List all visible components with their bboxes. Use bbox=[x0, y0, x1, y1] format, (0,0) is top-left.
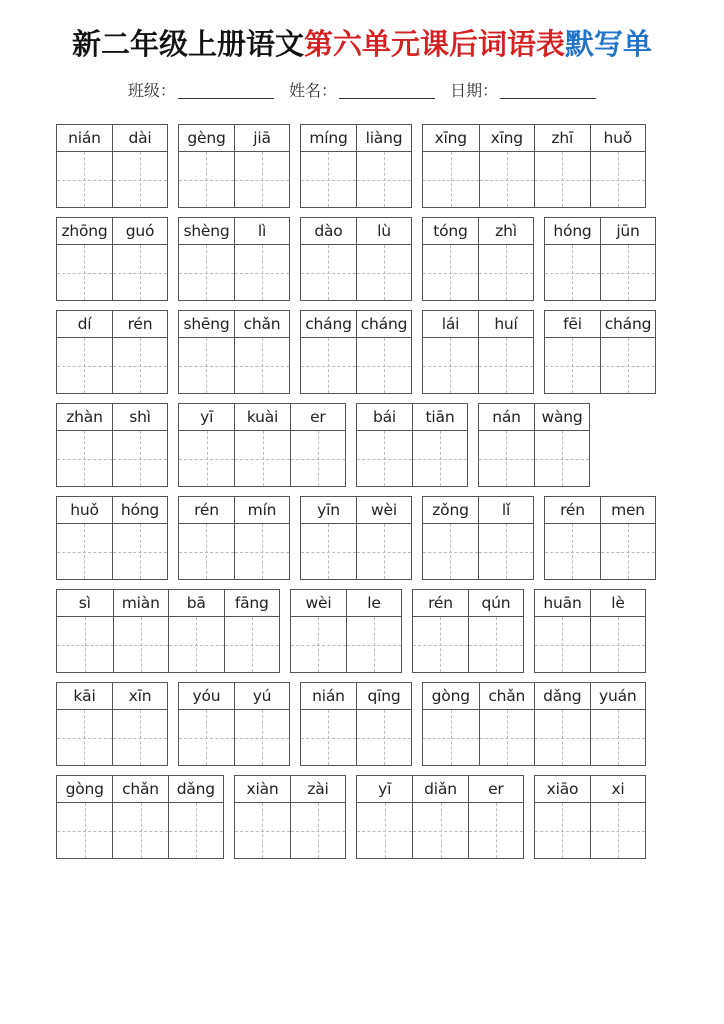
character-cell bbox=[179, 404, 234, 486]
character-cell bbox=[356, 497, 411, 579]
character-cell bbox=[168, 590, 224, 672]
date-label: 日期： bbox=[450, 81, 499, 100]
character-cell bbox=[423, 683, 479, 765]
character-cell bbox=[57, 311, 112, 393]
student-info bbox=[0, 78, 724, 101]
word-box bbox=[290, 589, 402, 673]
pinyin-label: xīng bbox=[423, 125, 479, 152]
character-cell bbox=[179, 683, 234, 765]
date-blank[interactable] bbox=[500, 84, 596, 99]
writing-square[interactable] bbox=[113, 524, 167, 579]
pinyin-label: diǎn bbox=[413, 776, 467, 803]
character-cell bbox=[590, 776, 645, 858]
pinyin-label: kāi bbox=[57, 683, 112, 710]
character-cell bbox=[301, 218, 356, 300]
writing-square[interactable] bbox=[479, 338, 533, 393]
writing-square[interactable] bbox=[301, 524, 356, 579]
writing-square[interactable] bbox=[357, 152, 411, 207]
writing-square[interactable] bbox=[479, 431, 534, 486]
pinyin-label: dài bbox=[113, 125, 167, 152]
character-cell bbox=[234, 311, 289, 393]
class-field bbox=[128, 78, 274, 101]
writing-square[interactable] bbox=[357, 338, 411, 393]
writing-square[interactable] bbox=[57, 245, 112, 300]
pinyin-label: lǐ bbox=[479, 497, 533, 524]
pinyin-label: huí bbox=[479, 311, 533, 338]
writing-square[interactable] bbox=[413, 431, 467, 486]
word-box bbox=[534, 775, 646, 859]
pinyin-label: wèi bbox=[357, 497, 411, 524]
pinyin-label: men bbox=[601, 497, 655, 524]
character-cell bbox=[478, 497, 533, 579]
word-box bbox=[422, 217, 534, 301]
pinyin-label: zhì bbox=[479, 218, 533, 245]
writing-square[interactable] bbox=[225, 617, 280, 672]
writing-square[interactable] bbox=[235, 803, 290, 858]
character-cell bbox=[478, 311, 533, 393]
character-cell bbox=[224, 590, 280, 672]
word-box bbox=[56, 403, 168, 487]
character-cell bbox=[545, 218, 600, 300]
pinyin-label: nián bbox=[57, 125, 112, 152]
pinyin-label: rén bbox=[545, 497, 600, 524]
writing-square[interactable] bbox=[301, 710, 356, 765]
writing-square[interactable] bbox=[57, 431, 112, 486]
character-cell bbox=[301, 311, 356, 393]
writing-square[interactable] bbox=[301, 245, 356, 300]
writing-square[interactable] bbox=[291, 617, 346, 672]
writing-square[interactable] bbox=[235, 524, 289, 579]
character-cell bbox=[235, 776, 290, 858]
word-box bbox=[412, 589, 524, 673]
character-cell bbox=[534, 404, 589, 486]
word-box bbox=[356, 775, 524, 859]
writing-square[interactable] bbox=[235, 152, 289, 207]
character-cell bbox=[57, 404, 112, 486]
pinyin-label: zhōng bbox=[57, 218, 112, 245]
word-box bbox=[178, 124, 290, 208]
character-cell bbox=[301, 125, 356, 207]
writing-square[interactable] bbox=[591, 152, 646, 207]
writing-square[interactable] bbox=[179, 710, 234, 765]
pinyin-label: lè bbox=[591, 590, 645, 617]
pinyin-label: xiāo bbox=[535, 776, 590, 803]
writing-square[interactable] bbox=[357, 245, 411, 300]
pinyin-label: cháng bbox=[601, 311, 655, 338]
writing-square[interactable] bbox=[480, 710, 535, 765]
character-cell bbox=[590, 125, 646, 207]
character-cell bbox=[346, 590, 401, 672]
writing-square[interactable] bbox=[535, 710, 590, 765]
character-cell bbox=[57, 683, 112, 765]
writing-square[interactable] bbox=[179, 245, 234, 300]
character-cell bbox=[234, 125, 289, 207]
character-cell bbox=[600, 311, 655, 393]
pinyin-label: huǒ bbox=[57, 497, 112, 524]
pinyin-label: huān bbox=[535, 590, 590, 617]
writing-square[interactable] bbox=[423, 338, 478, 393]
pinyin-label: chǎn bbox=[235, 311, 289, 338]
writing-square[interactable] bbox=[235, 431, 289, 486]
character-cell bbox=[534, 125, 590, 207]
pinyin-label: zhī bbox=[535, 125, 590, 152]
character-cell bbox=[479, 125, 535, 207]
pinyin-label: gòng bbox=[423, 683, 479, 710]
writing-square[interactable] bbox=[357, 710, 411, 765]
character-cell bbox=[57, 125, 112, 207]
writing-square[interactable] bbox=[423, 524, 478, 579]
character-cell bbox=[545, 497, 600, 579]
word-box bbox=[234, 775, 346, 859]
character-cell bbox=[545, 311, 600, 393]
character-cell bbox=[468, 590, 523, 672]
pinyin-label: gèng bbox=[179, 125, 234, 152]
pinyin-label: chǎn bbox=[113, 776, 167, 803]
writing-square[interactable] bbox=[235, 338, 289, 393]
word-box bbox=[544, 310, 656, 394]
writing-square[interactable] bbox=[57, 803, 112, 858]
writing-square[interactable] bbox=[113, 710, 167, 765]
writing-square[interactable] bbox=[169, 803, 223, 858]
character-cell bbox=[534, 683, 590, 765]
writing-square[interactable] bbox=[113, 245, 167, 300]
pinyin-label: lái bbox=[423, 311, 478, 338]
writing-square[interactable] bbox=[469, 617, 523, 672]
word-box bbox=[422, 682, 646, 766]
pinyin-label: chǎn bbox=[480, 683, 535, 710]
character-cell bbox=[112, 683, 167, 765]
character-cell bbox=[291, 590, 346, 672]
pinyin-label: zhàn bbox=[57, 404, 112, 431]
pinyin-label: dǎng bbox=[169, 776, 223, 803]
writing-square[interactable] bbox=[545, 245, 600, 300]
pinyin-label: rén bbox=[113, 311, 167, 338]
word-box bbox=[544, 217, 656, 301]
word-box bbox=[544, 496, 656, 580]
writing-square[interactable] bbox=[480, 152, 535, 207]
pinyin-label: liàng bbox=[357, 125, 411, 152]
pinyin-label: tóng bbox=[423, 218, 478, 245]
character-cell bbox=[112, 404, 167, 486]
writing-square[interactable] bbox=[179, 338, 234, 393]
writing-square[interactable] bbox=[57, 710, 112, 765]
character-cell bbox=[423, 497, 478, 579]
pinyin-label: shì bbox=[113, 404, 167, 431]
character-cell bbox=[479, 683, 535, 765]
class-label: 班级： bbox=[127, 81, 176, 100]
writing-square[interactable] bbox=[601, 245, 655, 300]
writing-square[interactable] bbox=[545, 338, 600, 393]
word-box bbox=[422, 124, 646, 208]
character-cell bbox=[356, 311, 411, 393]
character-cell bbox=[112, 311, 167, 393]
writing-square[interactable] bbox=[535, 431, 589, 486]
name-field bbox=[289, 78, 435, 101]
character-cell bbox=[57, 776, 112, 858]
worksheet-title bbox=[0, 22, 724, 63]
character-cell bbox=[57, 497, 112, 579]
word-box bbox=[56, 310, 168, 394]
word-box bbox=[178, 682, 290, 766]
writing-square[interactable] bbox=[235, 245, 289, 300]
title-dictation: 默写单 bbox=[565, 27, 653, 61]
character-cell bbox=[356, 125, 411, 207]
pinyin-label: jiā bbox=[235, 125, 289, 152]
pinyin-label: nán bbox=[479, 404, 534, 431]
pinyin-label: er bbox=[291, 404, 345, 431]
title-unit: 第六单元课后词语表 bbox=[303, 27, 565, 61]
character-cell bbox=[357, 404, 412, 486]
word-box bbox=[178, 217, 290, 301]
word-box bbox=[534, 589, 646, 673]
word-box bbox=[56, 589, 280, 673]
writing-square[interactable] bbox=[423, 152, 479, 207]
pinyin-label: nián bbox=[301, 683, 356, 710]
pinyin-label: shèng bbox=[179, 218, 234, 245]
pinyin-label: guó bbox=[113, 218, 167, 245]
word-box bbox=[56, 682, 168, 766]
writing-square[interactable] bbox=[423, 245, 478, 300]
writing-square[interactable] bbox=[413, 617, 468, 672]
word-box bbox=[178, 310, 290, 394]
character-cell bbox=[234, 404, 289, 486]
word-box bbox=[356, 403, 468, 487]
character-cell bbox=[600, 497, 655, 579]
writing-square[interactable] bbox=[535, 803, 590, 858]
pinyin-label: fāng bbox=[225, 590, 280, 617]
pinyin-label: sì bbox=[57, 590, 113, 617]
character-cell bbox=[112, 125, 167, 207]
word-box bbox=[56, 124, 168, 208]
character-cell bbox=[290, 776, 345, 858]
character-cell bbox=[290, 404, 345, 486]
pinyin-label: gòng bbox=[57, 776, 112, 803]
character-cell bbox=[590, 683, 646, 765]
character-cell bbox=[423, 218, 478, 300]
class-blank[interactable] bbox=[178, 84, 274, 99]
pinyin-label: cháng bbox=[301, 311, 356, 338]
character-cell bbox=[168, 776, 223, 858]
character-cell bbox=[535, 590, 590, 672]
writing-square[interactable] bbox=[235, 710, 289, 765]
character-cell bbox=[423, 311, 478, 393]
character-cell bbox=[112, 218, 167, 300]
word-box bbox=[300, 310, 412, 394]
pinyin-label: miàn bbox=[114, 590, 169, 617]
pinyin-label: hóng bbox=[545, 218, 600, 245]
character-cell bbox=[600, 218, 655, 300]
pinyin-label: xiàn bbox=[235, 776, 290, 803]
character-cell bbox=[234, 497, 289, 579]
pinyin-label: fēi bbox=[545, 311, 600, 338]
writing-square[interactable] bbox=[57, 617, 113, 672]
writing-square[interactable] bbox=[591, 617, 645, 672]
writing-square[interactable] bbox=[469, 803, 523, 858]
character-cell bbox=[412, 404, 467, 486]
word-box bbox=[178, 496, 290, 580]
character-cell bbox=[112, 497, 167, 579]
pinyin-label: qīng bbox=[357, 683, 411, 710]
writing-square[interactable] bbox=[113, 152, 167, 207]
pinyin-label: yú bbox=[235, 683, 289, 710]
writing-square[interactable] bbox=[591, 803, 645, 858]
writing-square[interactable] bbox=[291, 431, 345, 486]
pinyin-label: dào bbox=[301, 218, 356, 245]
pinyin-label: er bbox=[469, 776, 523, 803]
pinyin-label: shēng bbox=[179, 311, 234, 338]
pinyin-label: jūn bbox=[601, 218, 655, 245]
word-box bbox=[56, 217, 168, 301]
pinyin-label: rén bbox=[413, 590, 468, 617]
pinyin-label: kuài bbox=[235, 404, 289, 431]
character-cell bbox=[356, 218, 411, 300]
pinyin-label: bā bbox=[169, 590, 224, 617]
character-cell bbox=[478, 218, 533, 300]
pinyin-label: yī bbox=[357, 776, 412, 803]
writing-square[interactable] bbox=[347, 617, 401, 672]
word-box bbox=[178, 403, 346, 487]
date-field bbox=[450, 78, 596, 101]
character-cell bbox=[179, 218, 234, 300]
pinyin-label: dí bbox=[57, 311, 112, 338]
name-blank[interactable] bbox=[339, 84, 435, 99]
character-cell bbox=[357, 776, 412, 858]
pinyin-label: bái bbox=[357, 404, 412, 431]
pinyin-label: yī bbox=[179, 404, 234, 431]
writing-square[interactable] bbox=[169, 617, 224, 672]
pinyin-label: hóng bbox=[113, 497, 167, 524]
character-cell bbox=[423, 125, 479, 207]
pinyin-label: dǎng bbox=[535, 683, 590, 710]
writing-square[interactable] bbox=[535, 152, 590, 207]
pinyin-label: zài bbox=[291, 776, 345, 803]
word-box bbox=[422, 496, 534, 580]
word-box bbox=[300, 217, 412, 301]
writing-square[interactable] bbox=[601, 338, 655, 393]
pinyin-label: yóu bbox=[179, 683, 234, 710]
pinyin-label: le bbox=[347, 590, 401, 617]
pinyin-label: tiān bbox=[413, 404, 467, 431]
writing-square[interactable] bbox=[479, 524, 533, 579]
writing-square[interactable] bbox=[545, 524, 600, 579]
pinyin-label: yīn bbox=[301, 497, 356, 524]
writing-square[interactable] bbox=[291, 803, 345, 858]
character-cell bbox=[179, 497, 234, 579]
writing-square[interactable] bbox=[113, 803, 167, 858]
character-cell bbox=[535, 776, 590, 858]
pinyin-label: lù bbox=[357, 218, 411, 245]
writing-square[interactable] bbox=[413, 803, 467, 858]
word-box bbox=[478, 403, 590, 487]
writing-square[interactable] bbox=[357, 524, 411, 579]
pinyin-label: wèi bbox=[291, 590, 346, 617]
pinyin-label: lì bbox=[235, 218, 289, 245]
character-cell bbox=[301, 497, 356, 579]
pinyin-label: xi bbox=[591, 776, 645, 803]
writing-square[interactable] bbox=[57, 152, 112, 207]
writing-square[interactable] bbox=[301, 338, 356, 393]
writing-square[interactable] bbox=[357, 803, 412, 858]
character-cell bbox=[57, 590, 113, 672]
character-cell bbox=[113, 590, 169, 672]
writing-square[interactable] bbox=[423, 710, 479, 765]
character-cell bbox=[179, 311, 234, 393]
character-cell bbox=[413, 590, 468, 672]
character-cell bbox=[590, 590, 645, 672]
pinyin-label: yuán bbox=[591, 683, 646, 710]
writing-square[interactable] bbox=[179, 152, 234, 207]
writing-square[interactable] bbox=[114, 617, 169, 672]
writing-square[interactable] bbox=[57, 338, 112, 393]
writing-square[interactable] bbox=[57, 524, 112, 579]
writing-square[interactable] bbox=[113, 431, 167, 486]
name-label: 姓名： bbox=[288, 81, 337, 100]
word-box bbox=[56, 775, 224, 859]
word-box bbox=[422, 310, 534, 394]
pinyin-label: míng bbox=[301, 125, 356, 152]
pinyin-label: huǒ bbox=[591, 125, 646, 152]
character-cell bbox=[234, 683, 289, 765]
character-cell bbox=[479, 404, 534, 486]
pinyin-label: rén bbox=[179, 497, 234, 524]
writing-square[interactable] bbox=[601, 524, 655, 579]
character-cell bbox=[234, 218, 289, 300]
writing-square[interactable] bbox=[479, 245, 533, 300]
writing-square[interactable] bbox=[113, 338, 167, 393]
writing-square[interactable] bbox=[179, 431, 234, 486]
writing-square[interactable] bbox=[357, 431, 412, 486]
pinyin-label: qún bbox=[469, 590, 523, 617]
writing-square[interactable] bbox=[179, 524, 234, 579]
character-cell bbox=[468, 776, 523, 858]
pinyin-label: wàng bbox=[535, 404, 589, 431]
writing-square[interactable] bbox=[535, 617, 590, 672]
character-cell bbox=[179, 125, 234, 207]
word-box bbox=[300, 124, 412, 208]
character-cell bbox=[57, 218, 112, 300]
character-cell bbox=[412, 776, 467, 858]
character-cell bbox=[112, 776, 167, 858]
word-box bbox=[300, 496, 412, 580]
pinyin-label: xīn bbox=[113, 683, 167, 710]
pinyin-label: mín bbox=[235, 497, 289, 524]
pinyin-label: cháng bbox=[357, 311, 411, 338]
character-cell bbox=[301, 683, 356, 765]
pinyin-label: xīng bbox=[480, 125, 535, 152]
word-box bbox=[300, 682, 412, 766]
pinyin-label: zǒng bbox=[423, 497, 478, 524]
word-box bbox=[56, 496, 168, 580]
writing-square[interactable] bbox=[301, 152, 356, 207]
title-grade: 新二年级上册语文 bbox=[71, 27, 304, 61]
character-cell bbox=[356, 683, 411, 765]
writing-square[interactable] bbox=[591, 710, 646, 765]
